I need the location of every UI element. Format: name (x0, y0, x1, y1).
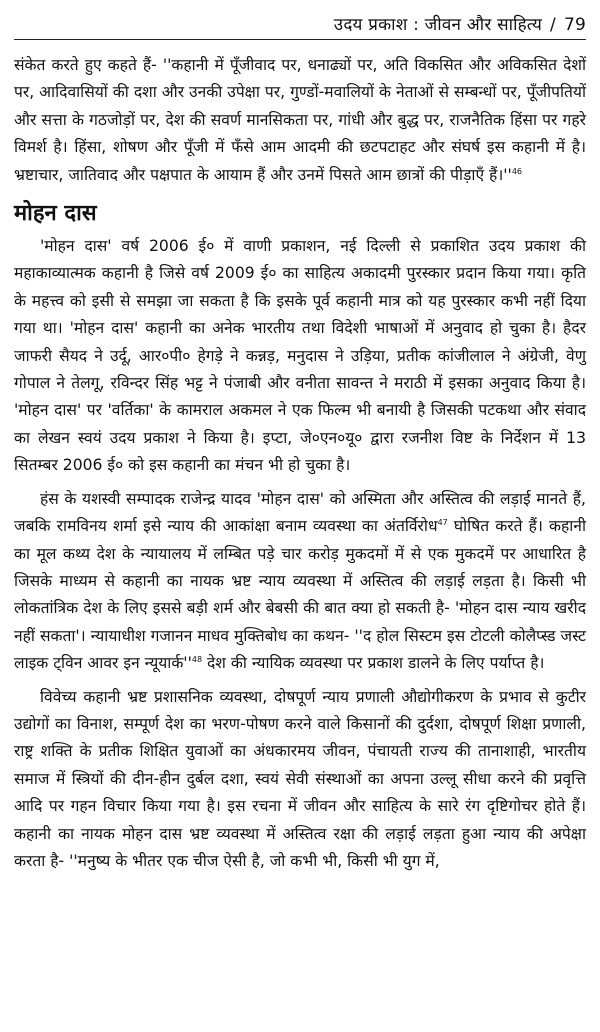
paragraph-text: संकेत करते हुए कहते हैं- ''कहानी में पूँजीवाद पर, धनाढ्यों पर, अति विकसित और अविकसित देशों पर, आदिवासियों की दशा और उनकी उपेक्षा पर, गुण्डों-मवालियों के नेताओं से सम्बन्धों पर, पूँजीपतियों और सत्ता के गठजोड़ों पर, देश की सवर्ण मानसिकता पर, गांधी और बुद्ध पर, राजनैतिक हिंसा पर गहरे विमर्श है। हिंसा, शोषण और पूँजी में फँसे आम आदमी की छटपटाहट और संघर्ष इस कहानी में है। भ्रष्टाचार, जातिवाद और पक्षपात के आयाम हैं और उनमें पिसते आम छात्रों की पीड़ाएँ हैं।'' (14, 56, 586, 184)
footnote-marker: 47 (437, 518, 448, 528)
paragraph: 'मोहन दास' वर्ष 2006 ई० में वाणी प्रकाशन, नई दिल्ली से प्रकाशित उदय प्रकाश की महाकाव्यात्मक कहानी है जिसे वर्ष 2009 ई० का साहित्य अकादमी पुरस्कार प्रदान किया गया। कृति के महत्त्व को इसी से समझा जा सकता है कि इसके पूर्व कहानी मात्र को यह पुरस्कार कभी नहीं दिया गया था। 'मोहन दास' कहानी का अनेक भारतीय तथा विदेशी भाषाओं में अनुवाद हो चुका है। हैदर जाफरी सैयद ने उर्दू, आर०पी० हेगड़े ने कन्नड़, मनुदास ने उड़िया, प्रतीक कांजीलाल ने अंग्रेजी, वेणु गोपाल ने तेलगू, रविन्दर सिंह भट्ट ने पंजाबी और वनीता सावन्त ने मराठी में इसका अनुवाद किया है। 'मोहन दास' पर 'वर्तिका' के कामराल अकमल ने एक फिल्म भी बनायी है जिसकी पटकथा और संवाद का लेखन स्वयं उदय प्रकाश ने किया है। इप्टा, जे०एन०यू० द्वारा रजनीश विष्ट के निर्देशन में 13 सितम्बर 2006 ई० को इस कहानी का मंचन भी हो चुका है। (14, 237, 586, 475)
paragraph-text: घोषित करते हैं। कहानी का मूल कथ्य देश के न्यायालय में लम्बित पड़े चार करोड़ मुकदमों में से एक मुकदमें पर आधारित है जिसके माध्यम से कहानी का नायक भ्रष्ट न्याय व्यवस्था में अस्तित्व की लड़ाई लड़ता है। किसी भी लोकतांत्रिक देश के लिए इससे बड़ी शर्म और बेबसी की बात क्या हो सकती है- 'मोहन दास न्याय खरीद नहीं सकता'। न्यायाधीश गजानन माधव मुक्तिबोध का कथन- ''द होल सिस्टम इस टोटली कोलैप्स्ड जस्ट लाइक ट्विन आवर इन न्यूयार्क'' (14, 517, 586, 673)
paragraph-text: हंस के यशस्वी सम्पादक राजेन्द्र यादव 'मोहन दास' को अस्मिता और अस्तित्व की लड़ाई मानते हैं, जबकि रामविनय शर्मा इसे न्याय की आकांक्षा बनाम व्यवस्था का अंतर्विरोध (14, 489, 586, 536)
section-heading: मोहन दास (14, 201, 97, 227)
paragraph: विवेच्य कहानी भ्रष्ट प्रशासनिक व्यवस्था, दोषपूर्ण न्याय प्रणाली औद्योगीकरण के प्रभाव से कुटीर उद्योगों का विनाश, सम्पूर्ण देश का भरण-पोषण करने वाले किसानों की दुर्दशा, दोषपूर्ण शिक्षा प्रणाली, राष्ट्र शक्ति के प्रतीक शिक्षित युवाओं का अंधकारमय जीवन, पंचायती राज्य की तानाशाही, भारतीय समाज में स्त्रियों की दीन-हीन दुर्बल दशा, स्वयं सेवी संस्थाओं का अपना उल्लू सीधा करने की प्रवृत्ति आदि पर गहन विचार किया गया है। इस रचना में जीवन और साहित्य के सारे रंग दृष्टिगोचर होते हैं। कहानी का नायक मोहन दास भ्रष्ट व्यवस्था में अस्तित्व रक्षा की लड़ाई लड़ता हुआ न्याय की अपेक्षा करता है- ''मनुष्य के भीतर एक चीज ऐसी है, जो कभी भी, किसी भी युग में, (14, 687, 586, 870)
footnote-marker: 46 (511, 166, 522, 176)
paragraph-text: देश की न्यायिक व्यवस्था पर प्रकाश डालने के लिए पर्याप्त है। (202, 654, 545, 673)
page-number: 79 (563, 15, 586, 35)
running-header-title: उदय प्रकाश : जीवन और साहित्य (333, 15, 543, 35)
page-body (14, 52, 586, 875)
paragraph-continuation (14, 52, 586, 189)
footnote-marker: 48 (191, 655, 203, 665)
paragraph (14, 486, 586, 678)
running-header (14, 0, 586, 40)
running-header-separator: / (550, 15, 556, 35)
